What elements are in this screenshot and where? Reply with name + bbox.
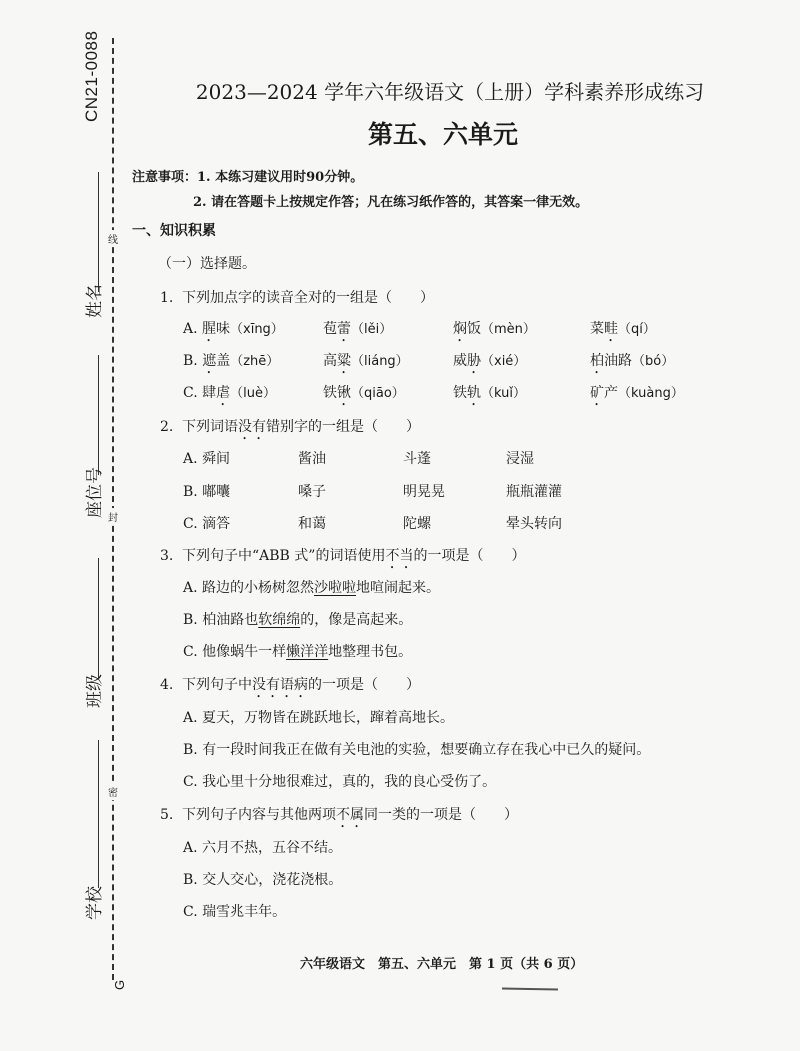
question-2-option-c-word-1[interactable]: C. 滴答 — [183, 516, 231, 532]
pen-mark — [502, 988, 558, 991]
question-4-option-a[interactable]: A. 夏天，万物皆在跳跃地长，蹿着高地长。 — [183, 710, 455, 726]
notice-item-2: 2. 请在答题卡上按规定作答；凡在练习纸作答的，其答案一律无效。 — [193, 195, 589, 210]
question-2-option-c-word-4: 晕头转向 — [506, 516, 562, 532]
question-1-option-b-word-1[interactable]: B. 遮盖（zhē） — [183, 353, 280, 369]
question-2-option-b-word-2: 嗓子 — [298, 484, 326, 500]
question-2-option-c-word-2: 和蔼 — [298, 516, 326, 532]
page-subtitle: 第五、六单元 — [367, 120, 518, 149]
question-2-option-a-word-3: 斗蓬 — [403, 451, 431, 467]
question-1-option-a-word-2: 苞蕾（lěi） — [323, 321, 393, 337]
question-5-option-b[interactable]: B. 交人交心，浇花浇根。 — [183, 872, 343, 888]
cut-mark-line: 线 — [108, 230, 118, 247]
question-1-option-c-word-1[interactable]: C. 肆虐（luè） — [183, 385, 276, 401]
question-3-option-c[interactable]: C. 他像蜗牛一样懒洋洋地整理书包。 — [183, 644, 413, 660]
section-title: 一、知识积累 — [132, 223, 216, 239]
page-title: 2023—2024 学年六年级语文（上册）学科素养形成练习 — [195, 80, 705, 104]
question-4-option-c[interactable]: C. 我心里十分地很难过，真的，我的良心受伤了。 — [183, 774, 497, 790]
question-1-option-a-word-3: 焖饭（mèn） — [453, 321, 536, 337]
name-field-label: 姓名 — [85, 284, 105, 318]
exam-code: CN21-0088 — [82, 30, 101, 122]
question-1-stem: 1. 下列加点字的读音全对的一组是（ ） — [160, 290, 434, 306]
question-5-option-c[interactable]: C. 瑞雪兆丰年。 — [183, 904, 287, 920]
page-footer: 六年级语文 第五、六单元 第 1 页（共 6 页） — [300, 957, 584, 972]
question-4-option-b[interactable]: B. 有一段时间我正在做有关电池的实验，想要确立存在我心中已久的疑问。 — [183, 742, 651, 758]
notice-item-1: 注意事项：1. 本练习建议用时90分钟。 — [132, 170, 364, 185]
notice-label: 注意事项： — [132, 170, 198, 185]
question-1-option-a-word-1[interactable]: A. 腥味（xīng） — [183, 321, 284, 337]
question-2-option-a-word-4: 浸湿 — [506, 451, 534, 467]
bottom-mark: G — [112, 979, 127, 990]
question-3-option-a[interactable]: A. 路边的小杨树忽然沙啦啦地喧闹起来。 — [183, 580, 441, 596]
question-2-option-a-word-2: 酱油 — [298, 451, 326, 467]
school-field-label: 学校 — [85, 886, 105, 920]
question-2-option-a-word-1[interactable]: A. 舜间 — [183, 451, 231, 467]
question-3-option-b[interactable]: B. 柏油路也软绵绵的，像是高起来。 — [183, 612, 413, 628]
seat-field-label: 座位号 — [85, 467, 105, 518]
question-2-option-b-word-3: 明晃晃 — [403, 484, 445, 500]
class-field-line[interactable] — [98, 558, 99, 678]
name-field-line[interactable] — [98, 172, 99, 292]
question-2-option-c-word-3: 陀螺 — [403, 516, 431, 532]
question-1-option-b-word-3: 威胁（xié） — [453, 353, 527, 369]
question-5-stem: 5. 下列句子内容与其他两项不属同一类的一项是（ ） — [160, 807, 518, 823]
question-1-option-c-word-2: 铁锹（qiāo） — [323, 385, 405, 401]
class-field-label: 班级 — [85, 674, 105, 708]
question-1-option-c-word-3: 铁轨（kuǐ） — [453, 385, 526, 401]
cut-mark-secret: 密 — [108, 783, 118, 800]
question-1-option-b-word-2: 高粱（liáng） — [323, 353, 409, 369]
question-2-option-b-word-4: 瓶瓶灌灌 — [506, 484, 562, 500]
question-4-stem: 4. 下列句子中没有语病的一项是（ ） — [160, 677, 420, 693]
question-1-option-a-word-4: 菜畦（qí） — [590, 321, 656, 337]
question-2-option-b-word-1[interactable]: B. 嘟囔 — [183, 484, 231, 500]
seat-field-line[interactable] — [98, 355, 99, 475]
cut-mark-seal: 封 — [108, 508, 118, 525]
school-field-line[interactable] — [98, 740, 99, 888]
question-2-stem: 2. 下列词语没有错别字的一组是（ ） — [160, 419, 420, 435]
subsection-title: （一）选择题。 — [158, 256, 256, 272]
question-3-stem: 3. 下列句子中“ABB 式”的词语使用不当的一项是（ ） — [160, 548, 526, 564]
question-1-option-c-word-4: 矿产（kuàng） — [590, 385, 684, 401]
question-1-option-b-word-4: 柏油路（bó） — [590, 353, 675, 369]
question-5-option-a[interactable]: A. 六月不热，五谷不结。 — [183, 840, 343, 856]
